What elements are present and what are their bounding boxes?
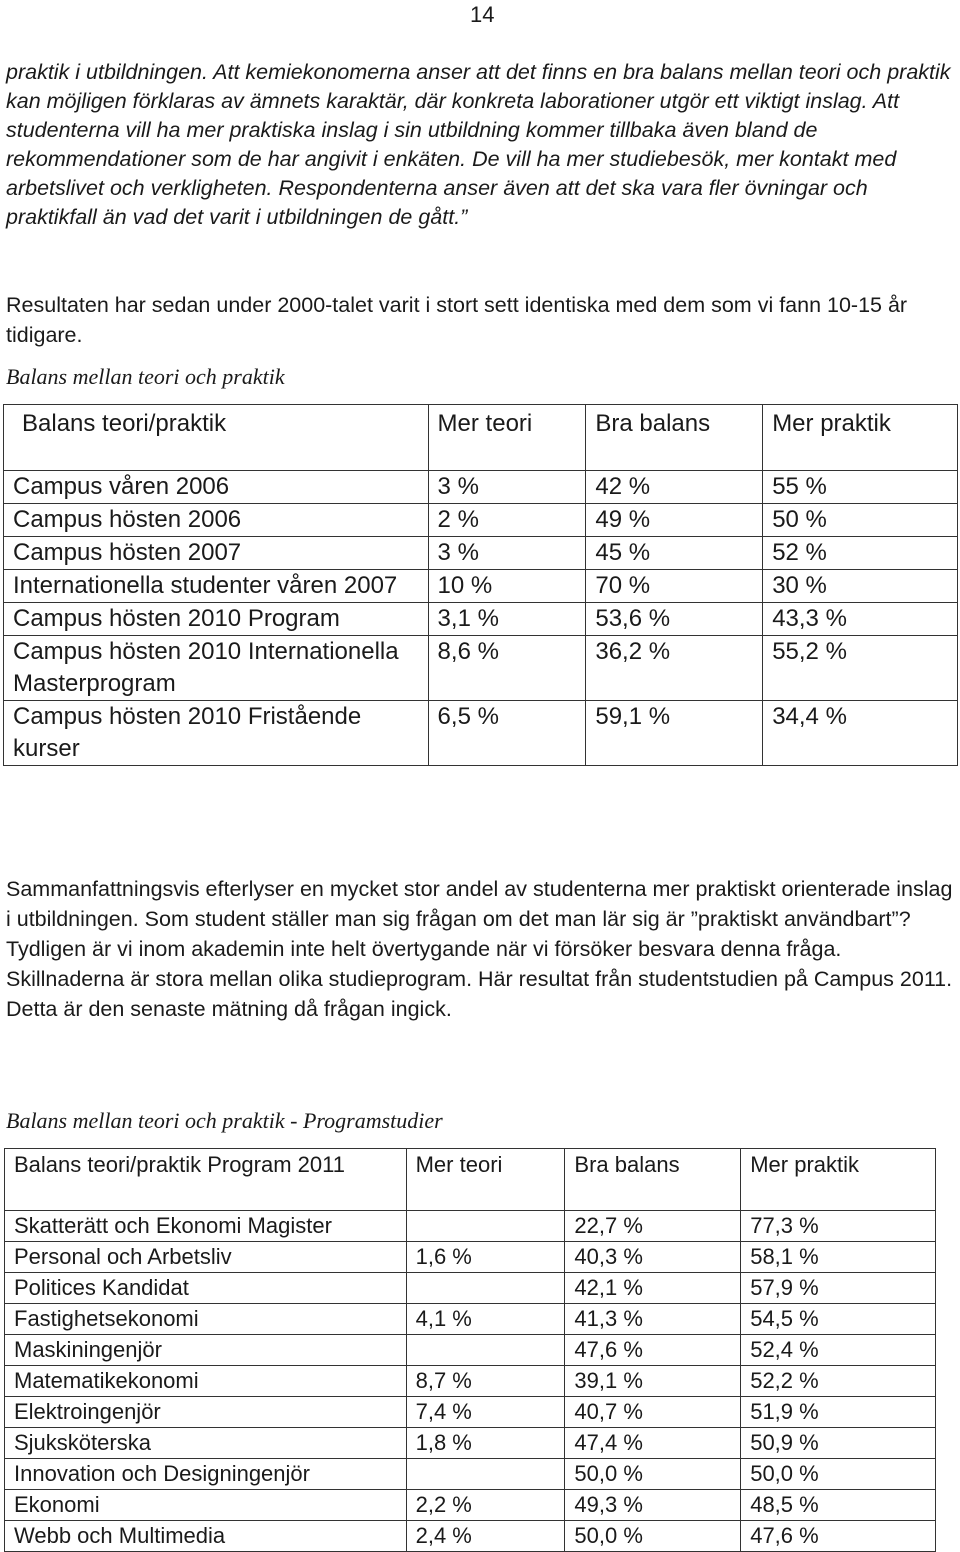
summary-paragraph: Sammanfattningsvis efterlyser en mycket stor andel av studenterna mer praktiskt orienterade inslag i utbildningen. Som student ställer man sig frågan om det man lär sig är ”praktiskt användbart”? Tydligen är vi inom akademin inte helt övertygande när vi försöker besvara denna fråga. Skillnaderna är stora mellan olika studieprogram. Här resultat från studentstudien på Campus 2011. Detta är den senaste mätning då frågan ingick. bbox=[6, 877, 953, 1021]
cell-bra-balans: 70 % bbox=[586, 570, 763, 603]
cell-mer-teori: 7,4 % bbox=[406, 1397, 565, 1428]
table-row bbox=[5, 1397, 936, 1428]
table-row bbox=[5, 1521, 936, 1552]
cell-mer-teori: 8,6 % bbox=[428, 636, 586, 701]
table-row bbox=[4, 603, 958, 636]
cell-mer-praktik: 48,5 % bbox=[741, 1490, 936, 1521]
cell-mer-praktik: 50 % bbox=[763, 504, 958, 537]
cell-mer-teori: 6,5 % bbox=[428, 701, 586, 766]
row-label: Webb och Multimedia bbox=[5, 1521, 407, 1552]
row-label: Ekonomi bbox=[5, 1490, 407, 1521]
row-label: Innovation och Designingenjör bbox=[5, 1459, 407, 1490]
row-label: Internationella studenter våren 2007 bbox=[4, 570, 429, 603]
table-row bbox=[4, 471, 958, 504]
table-row bbox=[5, 1273, 936, 1304]
results-paragraph: Resultaten har sedan under 2000-talet varit i stort sett identiska med dem som vi fann 10-15 år tidigare. bbox=[6, 293, 908, 347]
row-label: Sjuksköterska bbox=[5, 1428, 407, 1459]
row-label: Campus våren 2006 bbox=[4, 471, 429, 504]
table-header-row bbox=[5, 1149, 936, 1211]
cell-mer-teori bbox=[406, 1273, 565, 1304]
table-row bbox=[4, 701, 958, 766]
header-cell: Mer praktik bbox=[741, 1149, 936, 1211]
table-row bbox=[4, 636, 958, 701]
cell-mer-praktik: 50,9 % bbox=[741, 1428, 936, 1459]
row-label: Campus hösten 2010 Internationella Masterprogram bbox=[4, 636, 429, 701]
cell-bra-balans: 47,4 % bbox=[565, 1428, 741, 1459]
cell-mer-praktik: 54,5 % bbox=[741, 1304, 936, 1335]
row-label: Fastighetsekonomi bbox=[5, 1304, 407, 1335]
cell-bra-balans: 36,2 % bbox=[586, 636, 763, 701]
table2-caption: Balans mellan teori och praktik - Programstudier bbox=[6, 1108, 443, 1133]
cell-bra-balans: 53,6 % bbox=[586, 603, 763, 636]
header-cell: Mer teori bbox=[406, 1149, 565, 1211]
cell-mer-teori: 2,4 % bbox=[406, 1521, 565, 1552]
cell-mer-praktik: 77,3 % bbox=[741, 1211, 936, 1242]
page-number: 14 bbox=[470, 2, 495, 27]
balance-table-programs bbox=[4, 1148, 936, 1552]
cell-mer-praktik: 52,4 % bbox=[741, 1335, 936, 1366]
table-row bbox=[5, 1211, 936, 1242]
cell-bra-balans: 50,0 % bbox=[565, 1521, 741, 1552]
cell-bra-balans: 42,1 % bbox=[565, 1273, 741, 1304]
cell-bra-balans: 45 % bbox=[586, 537, 763, 570]
row-label: Campus hösten 2010 Program bbox=[4, 603, 429, 636]
cell-mer-praktik: 55 % bbox=[763, 471, 958, 504]
cell-mer-teori: 4,1 % bbox=[406, 1304, 565, 1335]
table-row bbox=[4, 504, 958, 537]
cell-mer-teori: 3,1 % bbox=[428, 603, 586, 636]
cell-bra-balans: 41,3 % bbox=[565, 1304, 741, 1335]
cell-bra-balans: 22,7 % bbox=[565, 1211, 741, 1242]
cell-mer-praktik: 52 % bbox=[763, 537, 958, 570]
table-row bbox=[5, 1428, 936, 1459]
cell-mer-teori: 1,8 % bbox=[406, 1428, 565, 1459]
table-row bbox=[5, 1490, 936, 1521]
cell-mer-teori: 8,7 % bbox=[406, 1366, 565, 1397]
table-row bbox=[5, 1304, 936, 1335]
table-row bbox=[5, 1242, 936, 1273]
cell-bra-balans: 40,3 % bbox=[565, 1242, 741, 1273]
header-cell: Bra balans bbox=[565, 1149, 741, 1211]
cell-mer-praktik: 58,1 % bbox=[741, 1242, 936, 1273]
row-label: Campus hösten 2010 Fristående kurser bbox=[4, 701, 429, 766]
row-label: Politices Kandidat bbox=[5, 1273, 407, 1304]
header-cell: Balans teori/praktik bbox=[4, 405, 429, 471]
header-cell: Mer teori bbox=[428, 405, 586, 471]
intro-paragraph: praktik i utbildningen. Att kemiekonomerna anser att det finns en bra balans mellan teori och praktik kan möjligen förklaras av ämnets karaktär, där konkreta laborationer utgör ett viktigt inslag. Att studenterna vill ha mer praktiska inslag i sin utbildning kommer tillbaka även bland de rekommendationer som de har angivit i enkäten. De vill ha mer studiebesök, mer kontakt med arbetslivet och verkligheten. Respondenterna anser även att det ska vara fler övningar och praktikfall än vad det varit i utbildningen de gått.” bbox=[6, 60, 951, 229]
cell-bra-balans: 49,3 % bbox=[565, 1490, 741, 1521]
table-row bbox=[4, 537, 958, 570]
row-label: Matematikekonomi bbox=[5, 1366, 407, 1397]
cell-bra-balans: 59,1 % bbox=[586, 701, 763, 766]
table-header-row bbox=[4, 405, 958, 471]
cell-bra-balans: 50,0 % bbox=[565, 1459, 741, 1490]
table-row bbox=[5, 1459, 936, 1490]
cell-mer-teori bbox=[406, 1211, 565, 1242]
cell-mer-teori: 3 % bbox=[428, 471, 586, 504]
cell-mer-praktik: 50,0 % bbox=[741, 1459, 936, 1490]
cell-mer-teori: 2,2 % bbox=[406, 1490, 565, 1521]
cell-bra-balans: 42 % bbox=[586, 471, 763, 504]
cell-mer-praktik: 30 % bbox=[763, 570, 958, 603]
cell-mer-praktik: 47,6 % bbox=[741, 1521, 936, 1552]
table-row bbox=[5, 1366, 936, 1397]
row-label: Campus hösten 2007 bbox=[4, 537, 429, 570]
cell-bra-balans: 40,7 % bbox=[565, 1397, 741, 1428]
row-label: Elektroingenjör bbox=[5, 1397, 407, 1428]
table-row bbox=[5, 1335, 936, 1366]
header-cell: Bra balans bbox=[586, 405, 763, 471]
table-row bbox=[4, 570, 958, 603]
cell-mer-teori: 10 % bbox=[428, 570, 586, 603]
cell-bra-balans: 47,6 % bbox=[565, 1335, 741, 1366]
cell-mer-praktik: 34,4 % bbox=[763, 701, 958, 766]
row-label: Campus hösten 2006 bbox=[4, 504, 429, 537]
cell-mer-teori: 3 % bbox=[428, 537, 586, 570]
balance-table-campus bbox=[3, 404, 958, 766]
cell-mer-praktik: 55,2 % bbox=[763, 636, 958, 701]
row-label: Maskiningenjör bbox=[5, 1335, 407, 1366]
cell-mer-teori bbox=[406, 1335, 565, 1366]
cell-bra-balans: 49 % bbox=[586, 504, 763, 537]
cell-mer-praktik: 52,2 % bbox=[741, 1366, 936, 1397]
row-label: Personal och Arbetsliv bbox=[5, 1242, 407, 1273]
header-cell: Mer praktik bbox=[763, 405, 958, 471]
cell-mer-praktik: 43,3 % bbox=[763, 603, 958, 636]
cell-mer-teori: 1,6 % bbox=[406, 1242, 565, 1273]
cell-mer-praktik: 51,9 % bbox=[741, 1397, 936, 1428]
row-label: Skatterätt och Ekonomi Magister bbox=[5, 1211, 407, 1242]
cell-mer-praktik: 57,9 % bbox=[741, 1273, 936, 1304]
cell-bra-balans: 39,1 % bbox=[565, 1366, 741, 1397]
header-cell: Balans teori/praktik Program 2011 bbox=[5, 1149, 407, 1211]
table1-caption: Balans mellan teori och praktik bbox=[6, 364, 285, 389]
cell-mer-teori: 2 % bbox=[428, 504, 586, 537]
cell-mer-teori bbox=[406, 1459, 565, 1490]
